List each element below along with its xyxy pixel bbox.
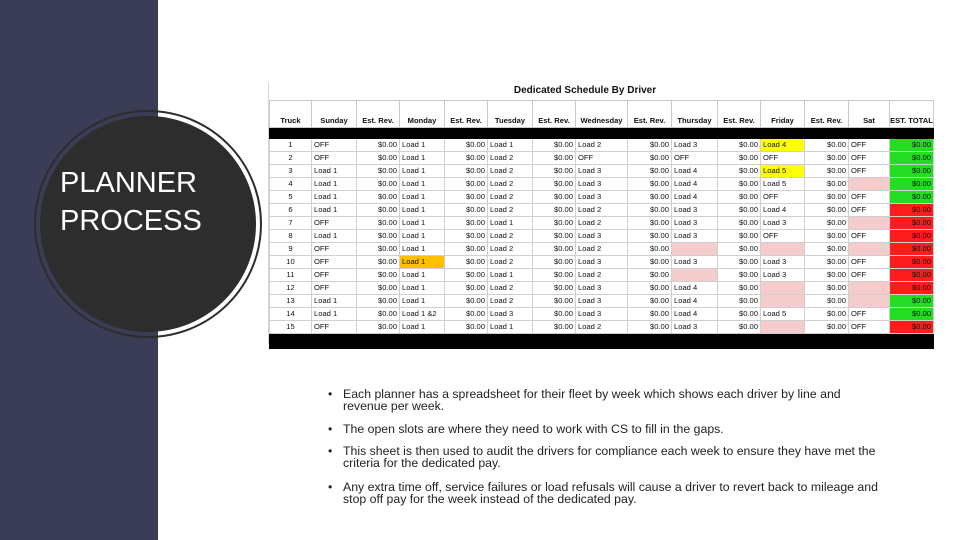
load-cell[interactable]: Load 2 xyxy=(488,295,533,308)
load-cell[interactable]: Load 1 xyxy=(400,243,445,256)
total-cell[interactable]: $0.00 xyxy=(890,243,934,256)
divider-cell xyxy=(400,128,445,139)
divider-cell xyxy=(890,334,934,349)
revenue-cell[interactable]: $0.00 xyxy=(628,178,672,191)
load-cell[interactable]: Load 3 xyxy=(576,230,628,243)
truck-cell[interactable]: 14 xyxy=(270,308,312,321)
load-cell[interactable]: Load 1 &2 xyxy=(400,308,445,321)
load-cell[interactable] xyxy=(761,295,805,308)
divider-cell xyxy=(761,128,805,139)
total-cell[interactable]: $0.00 xyxy=(890,295,934,308)
revenue-cell[interactable]: $0.00 xyxy=(533,204,576,217)
revenue-cell[interactable]: $0.00 xyxy=(357,282,400,295)
load-cell[interactable]: Load 1 xyxy=(400,191,445,204)
load-cell[interactable]: Load 1 xyxy=(400,178,445,191)
load-cell[interactable]: Load 2 xyxy=(576,321,628,334)
load-cell[interactable]: Load 2 xyxy=(576,243,628,256)
revenue-cell[interactable]: $0.00 xyxy=(628,243,672,256)
load-cell[interactable]: Load 1 xyxy=(400,152,445,165)
revenue-cell[interactable]: $0.00 xyxy=(628,152,672,165)
load-cell[interactable]: OFF xyxy=(849,191,890,204)
load-cell[interactable]: Load 3 xyxy=(576,178,628,191)
load-cell[interactable]: Load 4 xyxy=(672,282,718,295)
load-cell[interactable]: OFF xyxy=(761,191,805,204)
divider-cell xyxy=(718,334,761,349)
truck-cell[interactable]: 6 xyxy=(270,204,312,217)
revenue-cell[interactable]: $0.00 xyxy=(533,178,576,191)
load-cell[interactable]: OFF xyxy=(312,282,357,295)
load-cell[interactable] xyxy=(849,217,890,230)
load-cell[interactable]: Load 1 xyxy=(400,217,445,230)
column-header: Sat xyxy=(849,101,890,128)
divider-row xyxy=(270,334,934,349)
schedule-table xyxy=(269,100,934,349)
revenue-cell[interactable]: $0.00 xyxy=(533,282,576,295)
load-cell[interactable]: OFF xyxy=(312,256,357,269)
divider-cell xyxy=(488,128,533,139)
load-cell[interactable]: OFF xyxy=(849,308,890,321)
load-cell[interactable]: Load 4 xyxy=(761,139,805,152)
load-cell[interactable]: OFF xyxy=(849,230,890,243)
load-cell[interactable]: Load 3 xyxy=(576,191,628,204)
load-cell[interactable] xyxy=(672,269,718,282)
load-cell[interactable]: Load 1 xyxy=(488,321,533,334)
revenue-cell[interactable]: $0.00 xyxy=(628,269,672,282)
column-header: Monday xyxy=(400,101,445,128)
revenue-cell[interactable]: $0.00 xyxy=(445,204,488,217)
truck-cell[interactable]: 3 xyxy=(270,165,312,178)
slide-title xyxy=(60,164,235,240)
revenue-cell[interactable]: $0.00 xyxy=(628,256,672,269)
bullet-item: • Any extra time off, service failures or load refusals will cause a driver to revert back to mileage and stop off pay for the week instead of the dedicated pay. xyxy=(328,481,888,505)
load-cell[interactable]: Load 4 xyxy=(672,295,718,308)
revenue-cell[interactable]: $0.00 xyxy=(445,295,488,308)
revenue-cell[interactable]: $0.00 xyxy=(718,178,761,191)
table-row xyxy=(270,178,934,191)
table-row xyxy=(270,204,934,217)
revenue-cell[interactable]: $0.00 xyxy=(533,256,576,269)
load-cell[interactable]: OFF xyxy=(849,269,890,282)
revenue-cell[interactable]: $0.00 xyxy=(805,256,849,269)
divider-cell xyxy=(270,334,312,349)
revenue-cell[interactable]: $0.00 xyxy=(445,139,488,152)
load-cell[interactable] xyxy=(849,295,890,308)
truck-cell[interactable]: 2 xyxy=(270,152,312,165)
divider-cell xyxy=(533,334,576,349)
divider-cell xyxy=(805,334,849,349)
column-header: Est. Rev. xyxy=(628,101,672,128)
revenue-cell[interactable]: $0.00 xyxy=(357,217,400,230)
load-cell[interactable]: OFF xyxy=(849,321,890,334)
revenue-cell[interactable]: $0.00 xyxy=(445,321,488,334)
revenue-cell[interactable]: $0.00 xyxy=(628,295,672,308)
load-cell[interactable]: Load 1 xyxy=(312,165,357,178)
column-header: Est. Rev. xyxy=(718,101,761,128)
load-cell[interactable]: OFF xyxy=(312,269,357,282)
load-cell[interactable]: Load 1 xyxy=(312,178,357,191)
divider-cell xyxy=(628,334,672,349)
revenue-cell[interactable]: $0.00 xyxy=(445,230,488,243)
load-cell[interactable]: Load 3 xyxy=(761,256,805,269)
revenue-cell[interactable]: $0.00 xyxy=(445,269,488,282)
load-cell[interactable]: Load 4 xyxy=(672,308,718,321)
total-cell[interactable]: $0.00 xyxy=(890,191,934,204)
load-cell[interactable]: Load 3 xyxy=(488,308,533,321)
revenue-cell[interactable]: $0.00 xyxy=(357,139,400,152)
revenue-cell[interactable]: $0.00 xyxy=(805,243,849,256)
total-cell[interactable]: $0.00 xyxy=(890,139,934,152)
revenue-cell[interactable]: $0.00 xyxy=(628,191,672,204)
column-header: Truck xyxy=(270,101,312,128)
revenue-cell[interactable]: $0.00 xyxy=(533,269,576,282)
column-header: Tuesday xyxy=(488,101,533,128)
revenue-cell[interactable]: $0.00 xyxy=(445,217,488,230)
load-cell[interactable] xyxy=(849,282,890,295)
revenue-cell[interactable]: $0.00 xyxy=(357,321,400,334)
load-cell[interactable]: Load 5 xyxy=(761,165,805,178)
revenue-cell[interactable]: $0.00 xyxy=(533,191,576,204)
load-cell[interactable]: OFF xyxy=(761,230,805,243)
table-row xyxy=(270,321,934,334)
load-cell[interactable]: Load 1 xyxy=(400,282,445,295)
load-cell[interactable]: OFF xyxy=(849,204,890,217)
load-cell[interactable] xyxy=(849,178,890,191)
load-cell[interactable]: Load 3 xyxy=(761,217,805,230)
load-cell[interactable]: Load 3 xyxy=(576,256,628,269)
column-header: Sunday xyxy=(312,101,357,128)
revenue-cell[interactable]: $0.00 xyxy=(357,204,400,217)
load-cell[interactable]: OFF xyxy=(672,152,718,165)
revenue-cell[interactable]: $0.00 xyxy=(718,269,761,282)
truck-cell[interactable]: 12 xyxy=(270,282,312,295)
revenue-cell[interactable]: $0.00 xyxy=(805,191,849,204)
revenue-cell[interactable]: $0.00 xyxy=(533,152,576,165)
table-row xyxy=(270,139,934,152)
revenue-cell[interactable]: $0.00 xyxy=(533,321,576,334)
load-cell[interactable]: Load 3 xyxy=(576,295,628,308)
table-row xyxy=(270,308,934,321)
revenue-cell[interactable]: $0.00 xyxy=(357,191,400,204)
truck-cell[interactable]: 5 xyxy=(270,191,312,204)
load-cell[interactable]: OFF xyxy=(312,139,357,152)
table-row xyxy=(270,217,934,230)
load-cell[interactable]: OFF xyxy=(312,152,357,165)
total-cell[interactable]: $0.00 xyxy=(890,256,934,269)
load-cell[interactable]: Load 4 xyxy=(761,204,805,217)
revenue-cell[interactable]: $0.00 xyxy=(533,308,576,321)
revenue-cell[interactable]: $0.00 xyxy=(718,308,761,321)
truck-cell[interactable]: 9 xyxy=(270,243,312,256)
revenue-cell[interactable]: $0.00 xyxy=(628,217,672,230)
load-cell[interactable]: Load 4 xyxy=(672,178,718,191)
truck-cell[interactable]: 4 xyxy=(270,178,312,191)
total-cell[interactable]: $0.00 xyxy=(890,165,934,178)
table-row xyxy=(270,243,934,256)
column-header: Est. Rev. xyxy=(445,101,488,128)
load-cell[interactable]: Load 1 xyxy=(312,230,357,243)
revenue-cell[interactable]: $0.00 xyxy=(628,321,672,334)
divider-cell xyxy=(718,128,761,139)
revenue-cell[interactable]: $0.00 xyxy=(445,282,488,295)
load-cell[interactable]: Load 1 xyxy=(312,204,357,217)
revenue-cell[interactable]: $0.00 xyxy=(805,230,849,243)
revenue-cell[interactable]: $0.00 xyxy=(805,269,849,282)
revenue-cell[interactable]: $0.00 xyxy=(718,139,761,152)
load-cell[interactable]: Load 3 xyxy=(672,230,718,243)
revenue-cell[interactable]: $0.00 xyxy=(628,230,672,243)
load-cell[interactable]: Load 2 xyxy=(576,204,628,217)
load-cell[interactable]: Load 1 xyxy=(400,295,445,308)
table-row xyxy=(270,295,934,308)
revenue-cell[interactable]: $0.00 xyxy=(718,321,761,334)
column-header: Friday xyxy=(761,101,805,128)
divider-row xyxy=(270,128,934,139)
revenue-cell[interactable]: $0.00 xyxy=(628,165,672,178)
revenue-cell[interactable]: $0.00 xyxy=(445,165,488,178)
load-cell[interactable]: Load 4 xyxy=(672,191,718,204)
divider-cell xyxy=(445,334,488,349)
truck-cell[interactable]: 8 xyxy=(270,230,312,243)
load-cell[interactable]: Load 5 xyxy=(761,178,805,191)
revenue-cell[interactable]: $0.00 xyxy=(718,152,761,165)
revenue-cell[interactable]: $0.00 xyxy=(805,321,849,334)
revenue-cell[interactable]: $0.00 xyxy=(445,191,488,204)
revenue-cell[interactable]: $0.00 xyxy=(718,256,761,269)
header-row xyxy=(270,101,934,128)
revenue-cell[interactable]: $0.00 xyxy=(533,230,576,243)
column-header: Est. Rev. xyxy=(357,101,400,128)
load-cell[interactable]: Load 1 xyxy=(400,269,445,282)
divider-cell xyxy=(849,128,890,139)
table-row xyxy=(270,152,934,165)
table-row xyxy=(270,230,934,243)
load-cell[interactable]: OFF xyxy=(849,165,890,178)
load-cell[interactable] xyxy=(672,243,718,256)
load-cell[interactable]: Load 2 xyxy=(576,139,628,152)
load-cell[interactable]: Load 1 xyxy=(400,256,445,269)
load-cell[interactable]: OFF xyxy=(576,152,628,165)
load-cell[interactable]: Load 1 xyxy=(400,321,445,334)
total-cell[interactable]: $0.00 xyxy=(890,178,934,191)
load-cell[interactable]: Load 3 xyxy=(576,282,628,295)
revenue-cell[interactable]: $0.00 xyxy=(805,282,849,295)
divider-cell xyxy=(312,128,357,139)
revenue-cell[interactable]: $0.00 xyxy=(718,295,761,308)
load-cell[interactable]: Load 1 xyxy=(312,191,357,204)
total-cell[interactable]: $0.00 xyxy=(890,308,934,321)
load-cell[interactable]: OFF xyxy=(312,321,357,334)
table-row xyxy=(270,269,934,282)
revenue-cell[interactable]: $0.00 xyxy=(805,204,849,217)
divider-cell xyxy=(357,128,400,139)
title-line-1: PLANNER xyxy=(60,167,197,199)
divider-cell xyxy=(576,334,628,349)
load-cell[interactable] xyxy=(761,321,805,334)
divider-cell xyxy=(672,334,718,349)
load-cell[interactable]: Load 2 xyxy=(576,217,628,230)
revenue-cell[interactable]: $0.00 xyxy=(357,230,400,243)
divider-cell xyxy=(312,334,357,349)
load-cell[interactable]: Load 1 xyxy=(312,295,357,308)
revenue-cell[interactable]: $0.00 xyxy=(805,139,849,152)
revenue-cell[interactable]: $0.00 xyxy=(718,204,761,217)
table-row xyxy=(270,165,934,178)
load-cell[interactable]: Load 2 xyxy=(488,204,533,217)
revenue-cell[interactable]: $0.00 xyxy=(628,204,672,217)
divider-cell xyxy=(890,128,934,139)
revenue-cell[interactable]: $0.00 xyxy=(805,165,849,178)
load-cell[interactable]: Load 2 xyxy=(488,178,533,191)
revenue-cell[interactable]: $0.00 xyxy=(805,295,849,308)
bullet-item: • This sheet is then used to audit the drivers for compliance each week to ensure they have met the criteria for the dedicated pay. xyxy=(328,445,888,469)
divider-cell xyxy=(576,128,628,139)
schedule-spreadsheet xyxy=(268,82,933,344)
revenue-cell[interactable]: $0.00 xyxy=(357,308,400,321)
column-header: Est. Rev. xyxy=(533,101,576,128)
revenue-cell[interactable]: $0.00 xyxy=(357,295,400,308)
truck-cell[interactable]: 15 xyxy=(270,321,312,334)
revenue-cell[interactable]: $0.00 xyxy=(805,178,849,191)
load-cell[interactable]: Load 4 xyxy=(672,165,718,178)
revenue-cell[interactable]: $0.00 xyxy=(357,243,400,256)
revenue-cell[interactable]: $0.00 xyxy=(533,139,576,152)
load-cell[interactable]: Load 5 xyxy=(761,308,805,321)
load-cell[interactable]: OFF xyxy=(312,243,357,256)
revenue-cell[interactable]: $0.00 xyxy=(445,152,488,165)
load-cell[interactable]: Load 1 xyxy=(488,217,533,230)
load-cell[interactable]: Load 3 xyxy=(672,204,718,217)
revenue-cell[interactable]: $0.00 xyxy=(533,217,576,230)
column-header: Thursday xyxy=(672,101,718,128)
total-cell[interactable]: $0.00 xyxy=(890,217,934,230)
column-header: Wednesday xyxy=(576,101,628,128)
divider-cell xyxy=(672,128,718,139)
revenue-cell[interactable]: $0.00 xyxy=(718,191,761,204)
load-cell[interactable]: Load 3 xyxy=(672,256,718,269)
load-cell[interactable]: Load 1 xyxy=(400,139,445,152)
load-cell[interactable]: Load 2 xyxy=(488,282,533,295)
bullet-item: • Each planner has a spreadsheet for their fleet by week which shows each driver by line and revenue per week. xyxy=(328,388,888,412)
load-cell[interactable] xyxy=(761,282,805,295)
load-cell[interactable]: OFF xyxy=(312,217,357,230)
load-cell[interactable]: OFF xyxy=(849,256,890,269)
revenue-cell[interactable]: $0.00 xyxy=(357,165,400,178)
revenue-cell[interactable]: $0.00 xyxy=(445,308,488,321)
total-cell[interactable]: $0.00 xyxy=(890,152,934,165)
truck-cell[interactable]: 7 xyxy=(270,217,312,230)
divider-cell xyxy=(488,334,533,349)
load-cell[interactable]: Load 1 xyxy=(488,269,533,282)
load-cell[interactable] xyxy=(761,243,805,256)
title-line-2: PROCESS xyxy=(60,205,202,237)
divider-cell xyxy=(628,128,672,139)
revenue-cell[interactable]: $0.00 xyxy=(628,282,672,295)
load-cell[interactable] xyxy=(849,243,890,256)
column-header: EST. TOTAL xyxy=(890,101,934,128)
load-cell[interactable]: Load 1 xyxy=(400,165,445,178)
load-cell[interactable]: Load 2 xyxy=(488,165,533,178)
total-cell[interactable]: $0.00 xyxy=(890,204,934,217)
divider-cell xyxy=(270,128,312,139)
divider-cell xyxy=(761,334,805,349)
load-cell[interactable]: Load 3 xyxy=(672,321,718,334)
load-cell[interactable]: Load 2 xyxy=(488,230,533,243)
revenue-cell[interactable]: $0.00 xyxy=(357,256,400,269)
divider-cell xyxy=(849,334,890,349)
load-cell[interactable]: OFF xyxy=(849,139,890,152)
revenue-cell[interactable]: $0.00 xyxy=(445,178,488,191)
divider-cell xyxy=(357,334,400,349)
revenue-cell[interactable]: $0.00 xyxy=(357,152,400,165)
bullet-item: • The open slots are where they need to work with CS to fill in the gaps. xyxy=(328,423,888,435)
total-cell[interactable]: $0.00 xyxy=(890,230,934,243)
total-cell[interactable]: $0.00 xyxy=(890,269,934,282)
revenue-cell[interactable]: $0.00 xyxy=(718,165,761,178)
revenue-cell[interactable]: $0.00 xyxy=(533,165,576,178)
load-cell[interactable]: Load 1 xyxy=(312,308,357,321)
table-row xyxy=(270,191,934,204)
revenue-cell[interactable]: $0.00 xyxy=(718,217,761,230)
revenue-cell[interactable]: $0.00 xyxy=(805,217,849,230)
revenue-cell[interactable]: $0.00 xyxy=(357,269,400,282)
divider-cell xyxy=(805,128,849,139)
load-cell[interactable]: Load 3 xyxy=(576,308,628,321)
revenue-cell[interactable]: $0.00 xyxy=(718,282,761,295)
revenue-cell[interactable]: $0.00 xyxy=(445,256,488,269)
load-cell[interactable]: Load 2 xyxy=(488,243,533,256)
revenue-cell[interactable]: $0.00 xyxy=(533,243,576,256)
revenue-cell[interactable]: $0.00 xyxy=(805,152,849,165)
divider-cell xyxy=(533,128,576,139)
divider-cell xyxy=(445,128,488,139)
load-cell[interactable]: Load 2 xyxy=(576,269,628,282)
revenue-cell[interactable]: $0.00 xyxy=(445,243,488,256)
table-row xyxy=(270,256,934,269)
truck-cell[interactable]: 11 xyxy=(270,269,312,282)
load-cell[interactable]: Load 3 xyxy=(672,139,718,152)
load-cell[interactable]: Load 3 xyxy=(761,269,805,282)
load-cell[interactable]: Load 1 xyxy=(400,230,445,243)
truck-cell[interactable]: 13 xyxy=(270,295,312,308)
load-cell[interactable]: Load 1 xyxy=(400,204,445,217)
column-header: Est. Rev. xyxy=(805,101,849,128)
revenue-cell[interactable]: $0.00 xyxy=(533,295,576,308)
load-cell[interactable]: OFF xyxy=(849,152,890,165)
table-row xyxy=(270,282,934,295)
revenue-cell[interactable]: $0.00 xyxy=(718,243,761,256)
divider-cell xyxy=(400,334,445,349)
revenue-cell[interactable]: $0.00 xyxy=(357,178,400,191)
total-cell[interactable]: $0.00 xyxy=(890,282,934,295)
load-cell[interactable]: Load 1 xyxy=(488,139,533,152)
truck-cell[interactable]: 1 xyxy=(270,139,312,152)
load-cell[interactable]: Load 2 xyxy=(488,191,533,204)
revenue-cell[interactable]: $0.00 xyxy=(718,230,761,243)
truck-cell[interactable]: 10 xyxy=(270,256,312,269)
load-cell[interactable]: Load 2 xyxy=(488,256,533,269)
sheet-title: Dedicated Schedule By Driver xyxy=(513,85,657,96)
total-cell[interactable]: $0.00 xyxy=(890,321,934,334)
load-cell[interactable]: Load 3 xyxy=(576,165,628,178)
revenue-cell[interactable]: $0.00 xyxy=(805,308,849,321)
revenue-cell[interactable]: $0.00 xyxy=(628,139,672,152)
load-cell[interactable]: OFF xyxy=(761,152,805,165)
revenue-cell[interactable]: $0.00 xyxy=(628,308,672,321)
load-cell[interactable]: Load 2 xyxy=(488,152,533,165)
load-cell[interactable]: Load 3 xyxy=(672,217,718,230)
